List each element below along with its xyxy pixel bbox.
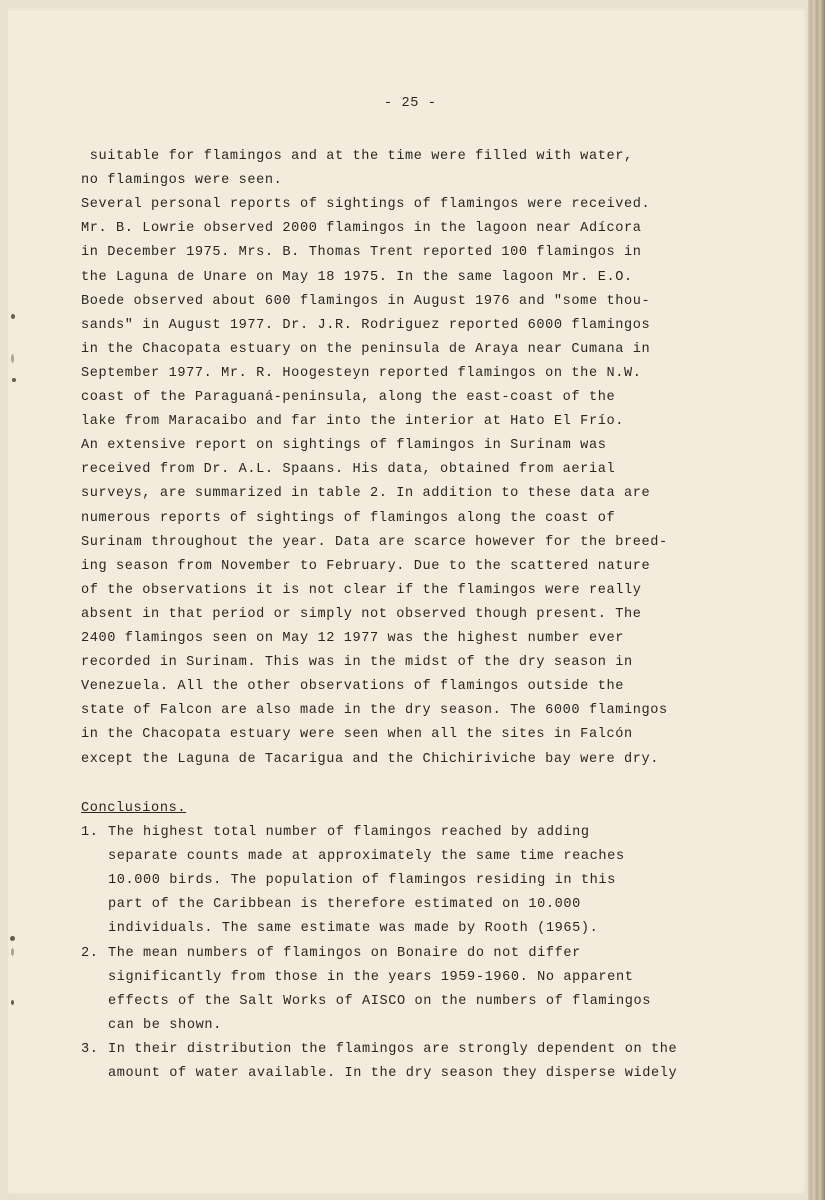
paragraph-line: Boede observed about 600 flamingos in August 1976 and "some thou- [81,293,651,309]
paragraph-line: no flamingos were seen. [81,173,283,189]
paragraph-line: in December 1975. Mrs. B. Thomas Trent reported 100 flamingos in [81,245,642,261]
margin-mark [11,948,14,956]
paragraph-line: September 1977. Mr. R. Hoogesteyn reported flamingos on the N.W. [81,365,642,381]
paragraph-line: lake from Maracaibo and far into the interior at Hato El Frío. [81,414,624,430]
list-item-line: individuals. The same estimate was made by Rooth (1965). [108,921,599,937]
list-item-line: can be shown. [108,1017,222,1033]
list-item-line: part of the Caribbean is therefore estimated on 10.000 [108,897,581,913]
paragraph-line: Venezuela. All the other observations of flamingos outside the [81,679,624,695]
paragraph-line: 2400 flamingos seen on May 12 1977 was the highest number ever [81,631,624,646]
list-item-line: 10.000 birds. The population of flamingos residing in this [108,873,616,889]
page-edge [808,0,825,1200]
paragraph-line: numerous reports of sightings of flamingos along the coast of [81,510,616,526]
list-item-line: The highest total number of flamingos reached by adding [108,825,590,840]
margin-mark [10,936,15,941]
list-number: 2. [81,945,99,961]
page-number: - 25 - [384,96,437,111]
list-number: 3. [81,1041,99,1057]
paragraph-line: of the observations it is not clear if the flamingos were really [81,582,642,598]
paragraph-line: An extensive report on sightings of flamingos in Surinam was [81,438,607,454]
paragraph-line: except the Laguna de Tacarigua and the Chichiriviche bay were dry. [81,751,659,767]
paragraph-line: Surinam throughout the year. Data are scarce however for the breed- [81,534,668,550]
paragraph-line: Mr. B. Lowrie observed 2000 flamingos in the lagoon near Adícora [81,221,642,237]
list-number: 1. [81,825,99,840]
paragraph-line: absent in that period or simply not observed though present. The [81,606,642,622]
list-item-line: The mean numbers of flamingos on Bonaire do not differ [108,945,581,961]
paragraph-line: suitable for flamingos and at the time were filled with water, [81,149,633,164]
paragraph-line: recorded in Surinam. This was in the midst of the dry season in [81,655,633,671]
margin-mark [11,354,14,363]
paragraph-line: surveys, are summarized in table 2. In addition to these data are [81,486,651,502]
list-item-line: amount of water available. In the dry season they disperse widely [108,1066,678,1081]
list-item-line: separate counts made at approximately the same time reaches [108,849,625,865]
list-item-line: In their distribution the flamingos are strongly dependent on the [108,1041,678,1057]
list-item-line: significantly from those in the years 1959-1960. No apparent [108,969,634,985]
paragraph-line: coast of the Paraguaná-peninsula, along the east-coast of the [81,390,616,405]
paragraph-line: in the Chacopata estuary on the peninsula de Araya near Cumana in [81,341,651,357]
paragraph-line: in the Chacopata estuary were seen when all the sites in Falcón [81,727,633,743]
paragraph-line: ing season from November to February. Due to the scattered nature [81,558,651,574]
paragraph-line: state of Falcon are also made in the dry season. The 6000 flamingos [81,703,668,719]
margin-mark [12,378,16,382]
paragraph-line: received from Dr. A.L. Spaans. His data, obtained from aerial [81,462,616,478]
margin-mark [11,314,15,319]
paragraph-line: the Laguna de Unare on May 18 1975. In the same lagoon Mr. E.O. [81,269,633,285]
paragraph-line: Several personal reports of sightings of flamingos were received. [81,197,651,213]
list-item-line: effects of the Salt Works of AISCO on the numbers of flamingos [108,993,651,1009]
margin-mark [11,1000,14,1005]
paragraph-line: sands" in August 1977. Dr. J.R. Rodriguez reported 6000 flamingos [81,317,651,333]
section-heading: Conclusions. [81,801,187,816]
